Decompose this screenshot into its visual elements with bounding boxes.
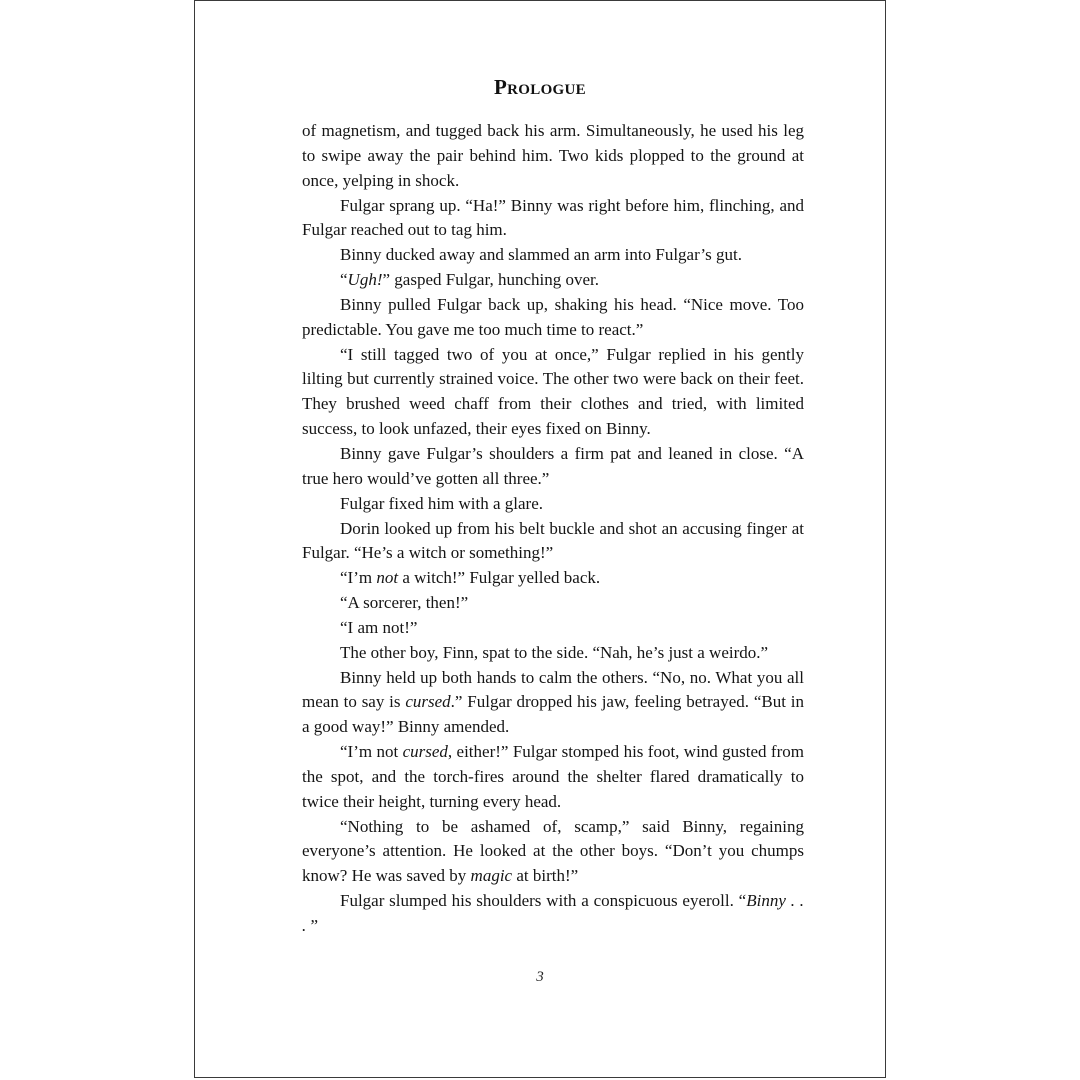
paragraph <box>302 442 804 492</box>
text-run: ” gasped Fulgar, hunching over. <box>382 270 599 290</box>
text-run: Binny ducked away and slammed an arm into Fulgar’s gut. <box>340 245 742 265</box>
page-number: 3 <box>536 969 544 985</box>
running-header: Prologue <box>494 75 586 99</box>
paragraph <box>302 740 804 815</box>
paragraph <box>302 815 804 890</box>
paragraph <box>302 641 804 666</box>
paragraph <box>302 889 804 939</box>
paragraph <box>302 343 804 442</box>
text-run: The other boy, Finn, spat to the side. “Nah, he’s just a weirdo.” <box>340 642 769 662</box>
italic-text: cursed <box>405 692 451 712</box>
text-run: “I still tagged two of you at once,” Fulgar replied in his gently lilting but currently strained voice. The other two were back on their feet. They brushed weed chaff from their clothes and tried, with limited success, to look unfazed, their eyes fixed on Binny. <box>302 344 804 439</box>
text-run: “A sorcerer, then!” <box>340 593 469 613</box>
paragraph <box>302 616 804 641</box>
paragraph <box>302 666 804 741</box>
paragraph <box>302 566 804 591</box>
text-run: Binny pulled Fulgar back up, shaking his head. “Nice move. Too predictable. You gave me too much time to react.” <box>302 294 804 339</box>
paragraph <box>302 517 804 567</box>
text-run: Fulgar fixed him with a glare. <box>340 493 544 513</box>
text-run: a witch!” Fulgar yelled back. <box>398 568 601 588</box>
italic-text: magic <box>470 866 513 886</box>
paragraph <box>302 268 804 293</box>
text-run: ” <box>306 916 319 935</box>
text-run: Binny held up both hands to calm the others. “No, no. What you all mean to say is <box>302 667 804 712</box>
text-run: Fulgar slumped his shoulders with a conspicuous eyeroll. “ <box>340 891 747 911</box>
text-run: “Nothing to be ashamed of, scamp,” said Binny, regaining everyone’s attention. He looked at the other boys. “Don’t you chumps know? He was saved by <box>302 816 804 886</box>
book-page <box>194 0 886 1078</box>
text-run: Dorin looked up from his belt buckle and shot an accusing finger at Fulgar. “He’s a witch or something!” <box>302 518 804 563</box>
text-run: of magnetism, and tugged back his arm. Simultaneously, he used his leg to swipe away the pair behind him. Two kids plopped to the ground at once, yelping in shock. <box>302 121 804 190</box>
paragraph <box>302 293 804 343</box>
italic-text: Binny . . . <box>302 891 804 935</box>
italic-text: cursed <box>402 742 448 762</box>
text-run: “I am not!” <box>340 617 418 637</box>
italic-text: Ugh! <box>347 270 383 290</box>
paragraph <box>302 243 804 268</box>
text-run: Fulgar sprang up. “Ha!” Binny was right before him, flinching, and Fulgar reached out to tag him. <box>302 195 804 240</box>
text-run: “I’m <box>340 568 377 588</box>
text-run: Binny gave Fulgar’s shoulders a firm pat and leaned in close. “A true hero would’ve gotten all three.” <box>302 443 804 488</box>
paragraph <box>302 591 804 616</box>
body-text <box>302 119 804 939</box>
paragraph <box>302 492 804 517</box>
text-run: “ <box>340 270 348 290</box>
paragraph <box>302 119 804 194</box>
text-run: at birth!” <box>512 866 579 886</box>
italic-text: not <box>376 568 399 588</box>
paragraph <box>302 194 804 244</box>
text-run: .” Fulgar dropped his jaw, feeling betrayed. “But in a good way!” Binny amended. <box>302 692 804 737</box>
text-run: “I’m not <box>340 742 403 762</box>
text-run: , either!” Fulgar stomped his foot, wind gusted from the spot, and the torch-fires around the shelter flared dramatically to twice their height, turning every head. <box>302 742 804 811</box>
